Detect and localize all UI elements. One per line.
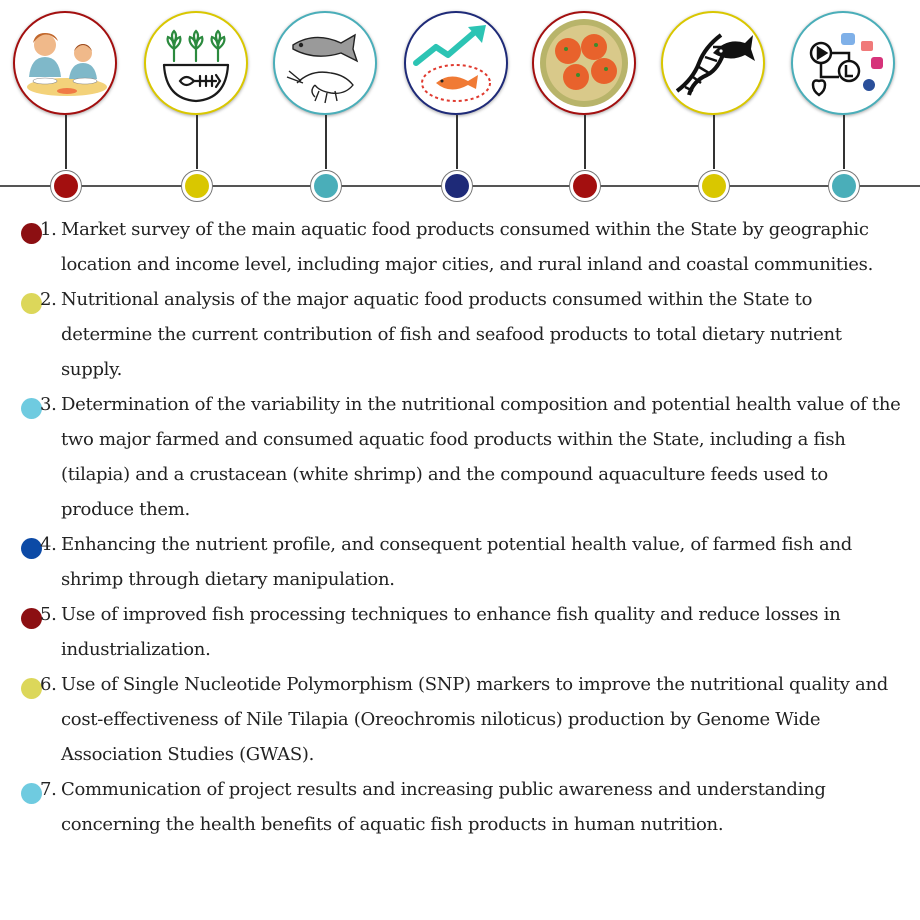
- objective-number: 7.: [40, 779, 57, 800]
- objective-text: Market survey of the main aquatic food products consumed within the State by geographic location and income level, including major cities, and rural inland and coastal communities.: [61, 219, 874, 275]
- timeline-stem: [456, 115, 458, 169]
- objective-item-4: [0, 527, 920, 597]
- project-timeline: [0, 0, 920, 205]
- objective-item-1: [0, 212, 920, 282]
- timeline-stem: [843, 115, 845, 169]
- objective-number: 1.: [40, 219, 57, 240]
- objective-item-3: [0, 387, 920, 527]
- timeline-marker-1: [50, 170, 82, 202]
- objective-text: Determination of the variability in the nutritional composition and potential health value of the two major farmed and consumed aquatic food products within the State, including a fish (tilapia) and a crustacean (white shrimp) and the compound aquaculture feeds used to produce them.: [61, 394, 901, 520]
- bullet-dot: [21, 293, 42, 314]
- dna-fish-icon: [661, 11, 765, 115]
- family-eating-icon: [13, 11, 117, 115]
- timeline-stem: [713, 115, 715, 169]
- objective-text: Nutritional analysis of the major aquatic food products consumed within the State to determine the current contribution of fish and seafood products to total dietary nutrient supply.: [61, 289, 842, 380]
- timeline-marker-2: [181, 170, 213, 202]
- timeline-marker-3: [310, 170, 342, 202]
- timeline-marker-7: [828, 170, 860, 202]
- timeline-marker-6: [698, 170, 730, 202]
- objective-item-7: [0, 772, 920, 842]
- objective-text: Use of Single Nucleotide Polymorphism (SNP) markers to improve the nutritional quality and cost-effectiveness of Nile Tilapia (Oreochromis niloticus) production by Genome Wide Association Studies (GWAS).: [61, 674, 888, 765]
- bullet-dot: [21, 783, 42, 804]
- objective-text: Communication of project results and increasing public awareness and understanding concerning the health benefits of aquatic fish products in human nutrition.: [61, 779, 826, 835]
- timeline-node-7: [791, 0, 897, 205]
- social-media-icon: [791, 11, 895, 115]
- objective-number: 5.: [40, 604, 57, 625]
- timeline-node-2: [144, 0, 250, 205]
- bullet-dot: [21, 398, 42, 419]
- objective-number: 4.: [40, 534, 57, 555]
- objectives-list: [0, 212, 920, 842]
- bullet-dot: [21, 223, 42, 244]
- objective-number: 3.: [40, 394, 57, 415]
- objective-item-5: [0, 597, 920, 667]
- fish-balls-dish-icon: [532, 11, 636, 115]
- timeline-node-6: [661, 0, 767, 205]
- bullet-dot: [21, 538, 42, 559]
- bullet-dot: [21, 678, 42, 699]
- timeline-node-5: [532, 0, 638, 205]
- objective-item-2: [0, 282, 920, 387]
- bullet-dot: [21, 608, 42, 629]
- timeline-node-3: [273, 0, 379, 205]
- objective-number: 2.: [40, 289, 57, 310]
- objective-text: Enhancing the nutrient profile, and consequent potential health value, of farmed fish and shrimp through dietary manipulation.: [61, 534, 852, 590]
- timeline-stem: [65, 115, 67, 169]
- objective-number: 6.: [40, 674, 57, 695]
- growth-chart-fish-icon: [404, 11, 508, 115]
- timeline-node-1: [13, 0, 119, 205]
- objective-item-6: [0, 667, 920, 772]
- timeline-marker-4: [441, 170, 473, 202]
- timeline-stem: [196, 115, 198, 169]
- timeline-stem: [325, 115, 327, 169]
- objective-text: Use of improved fish processing techniques to enhance fish quality and reduce losses in industrialization.: [61, 604, 841, 660]
- plants-fish-icon: [144, 11, 248, 115]
- timeline-node-4: [404, 0, 510, 205]
- timeline-marker-5: [569, 170, 601, 202]
- fish-shrimp-icon: [273, 11, 377, 115]
- timeline-stem: [584, 115, 586, 169]
